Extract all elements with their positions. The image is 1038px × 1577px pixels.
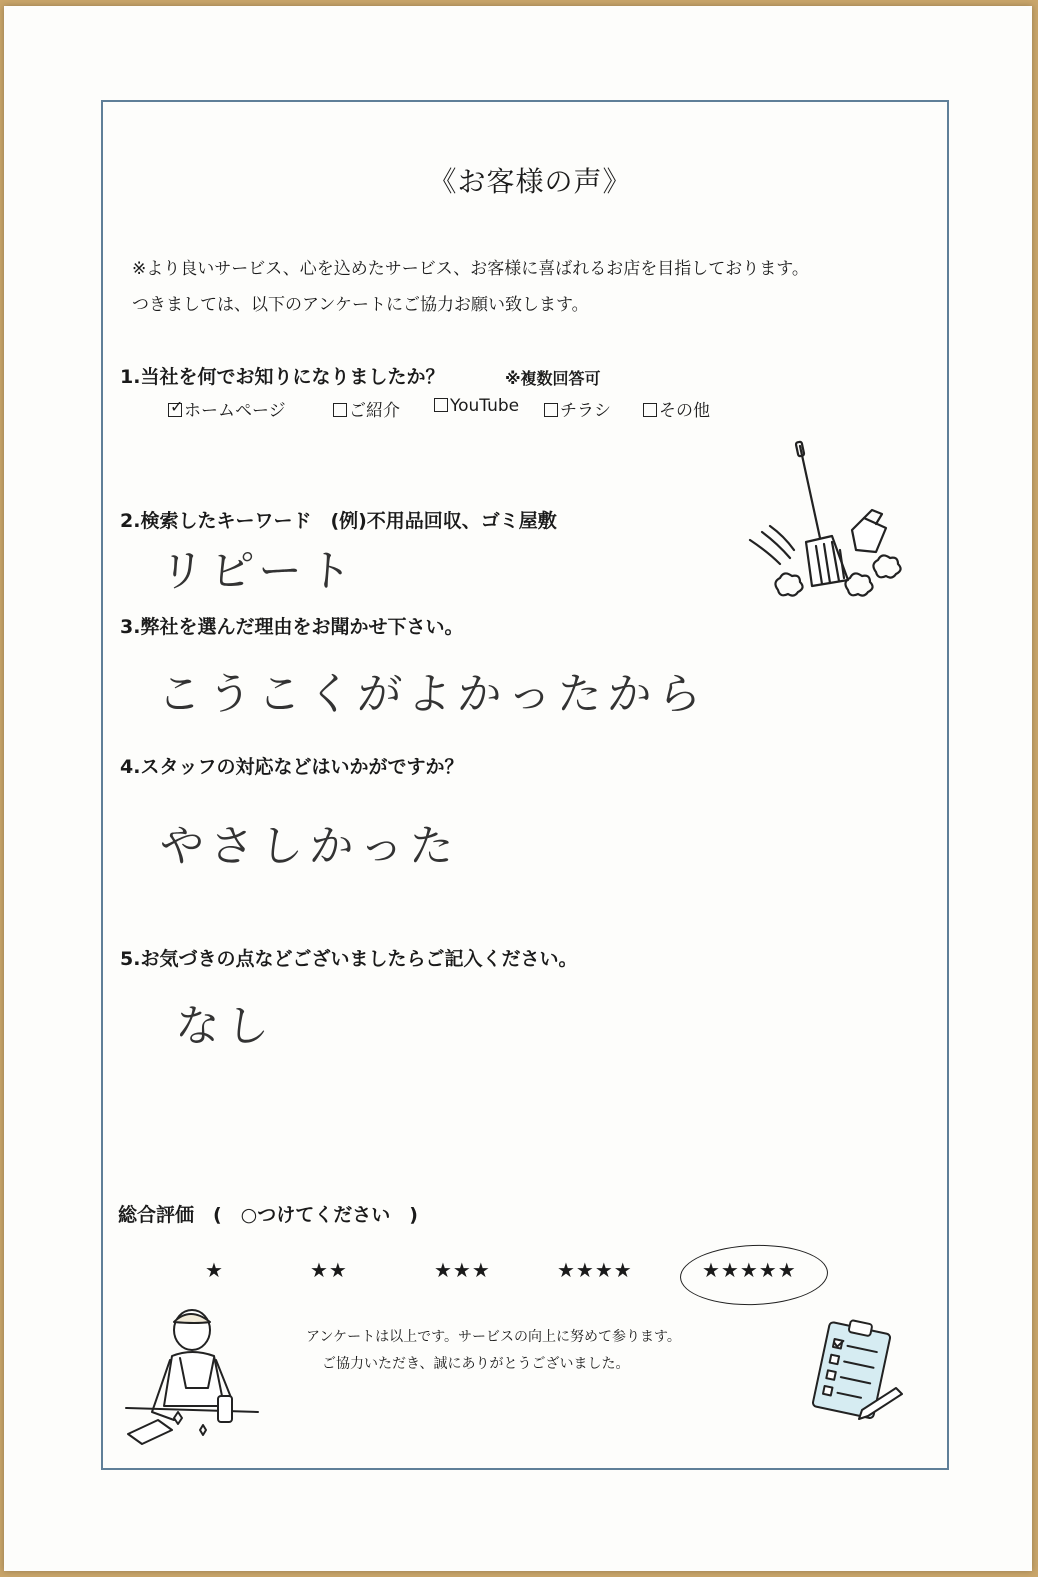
option-youtube[interactable]: YouTube [434, 396, 519, 416]
rating-1-star[interactable]: ★ [205, 1258, 224, 1282]
option-flyer[interactable]: チラシ [544, 396, 611, 421]
page-title: 《お客様の声》 [428, 165, 632, 198]
question-5-answer[interactable]: なし [173, 1001, 278, 1052]
closing-line-1: アンケートは以上です。サービスの向上に努めて参ります。 [306, 1329, 681, 1345]
closing-line-2: ご協力いただき、誠にありがとうございました。 [322, 1356, 630, 1372]
broom-dustpan-icon [740, 440, 920, 610]
clipboard-checklist-icon [800, 1318, 910, 1428]
question-2-label: 2.検索したキーワード (例)不用品回収、ゴミ屋敷 [120, 510, 557, 532]
rating-2-stars[interactable]: ★★ [310, 1258, 348, 1282]
checkbox-icon[interactable] [643, 403, 657, 417]
option-homepage[interactable]: ✓ ホームページ [170, 397, 286, 421]
question-4-answer[interactable]: やさしかった [157, 821, 462, 872]
checkbox-icon[interactable] [434, 398, 448, 412]
question-1-label: 1.当社を何でお知りになりましたか？ [120, 366, 445, 388]
rating-5-stars[interactable]: ★★★★★ [702, 1258, 797, 1282]
option-referral[interactable]: ご紹介 [333, 396, 400, 421]
question-2-answer[interactable]: リピート [157, 546, 360, 597]
question-3-label: 3.弊社を選んだ理由をお聞かせ下さい。 [120, 616, 464, 638]
checkbox-checked-icon[interactable]: ✓ [170, 397, 184, 416]
overall-rating-label: 総合評価 ( ○つけてください ) [118, 1204, 418, 1226]
cleaning-person-icon [122, 1308, 272, 1448]
question-5-label: 5.お気づきの点などございましたらご記入ください。 [120, 948, 578, 970]
question-1-note: ※複数回答可 [505, 369, 601, 388]
rating-3-stars[interactable]: ★★★ [434, 1258, 491, 1282]
checkbox-icon[interactable] [544, 403, 558, 417]
question-4-label: 4.スタッフの対応などはいかがですか？ [120, 756, 464, 778]
intro-line-1: ※より良いサービス、心を込めたサービス、お客様に喜ばれるお店を目指しております。 [132, 259, 809, 279]
intro-line-2: つきましては、以下のアンケートにご協力お願い致します。 [132, 295, 589, 315]
question-3-answer[interactable]: こうこくがよかったから [155, 669, 710, 720]
option-other[interactable]: その他 [643, 396, 710, 421]
rating-4-stars[interactable]: ★★★★ [557, 1258, 633, 1282]
checkbox-icon[interactable] [333, 403, 347, 417]
